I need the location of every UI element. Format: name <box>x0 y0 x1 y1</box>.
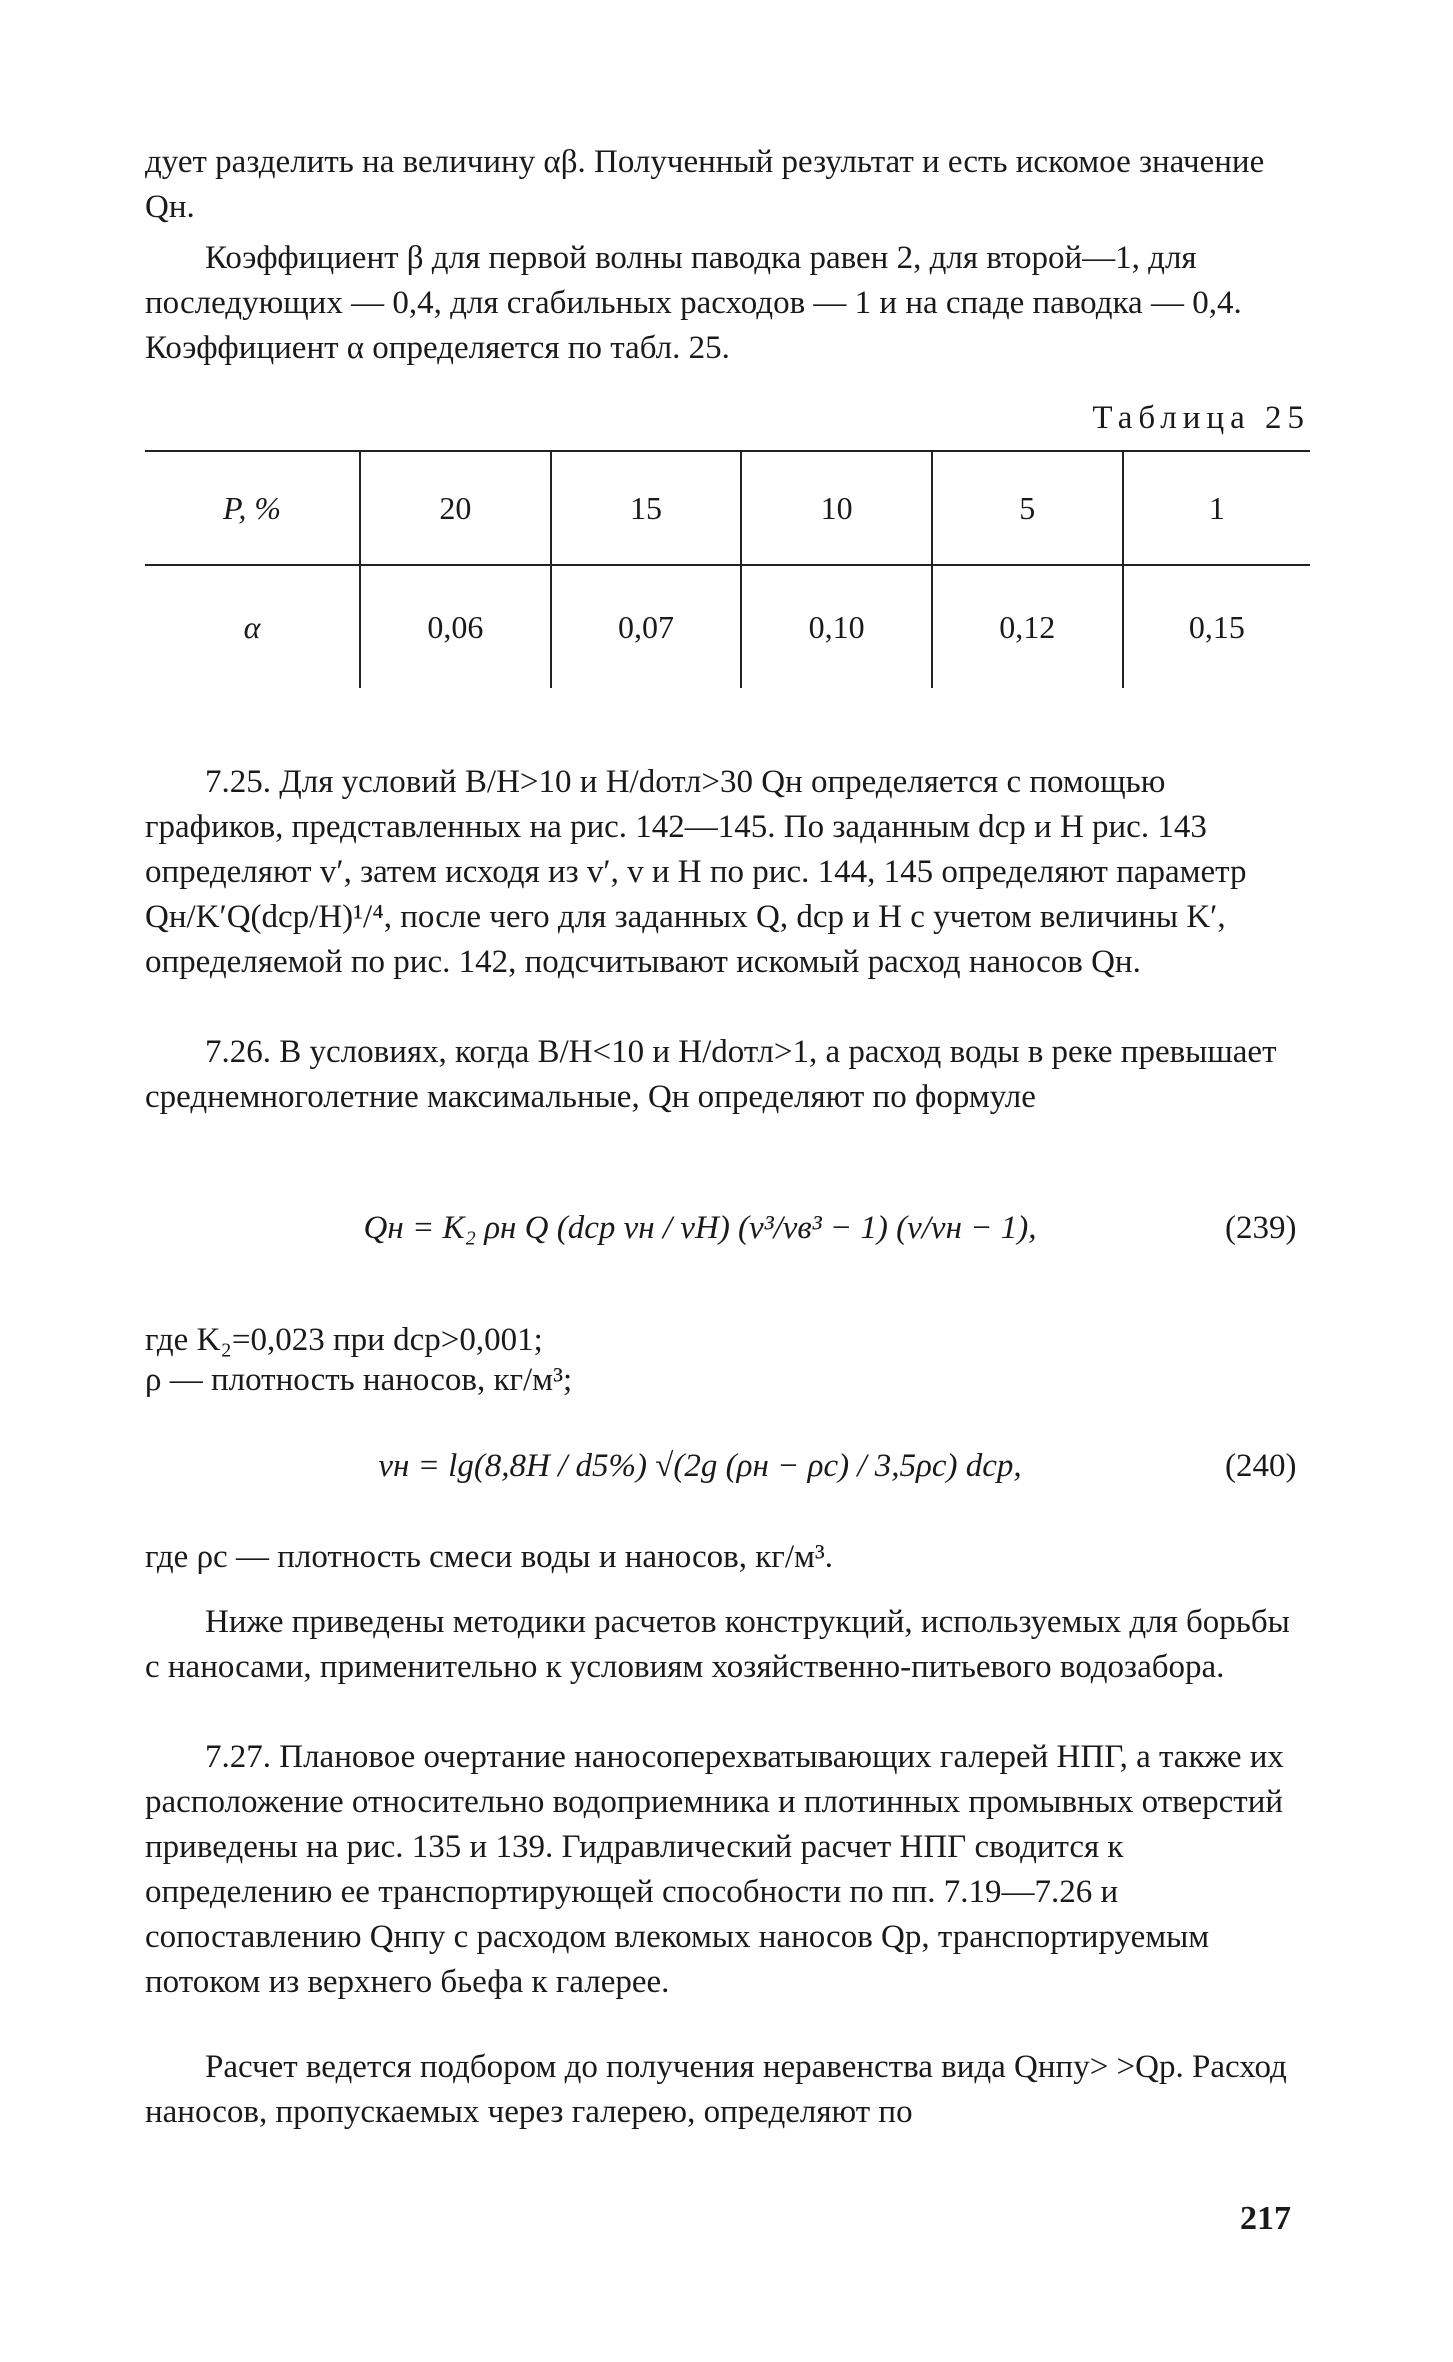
table-header-cell: 15 <box>551 451 742 565</box>
table-cell: 0,07 <box>551 565 742 688</box>
equation-number-240: (240) <box>1225 1448 1297 1484</box>
formula-239-note-1: где K₂=0,023 при dср>0,001; <box>145 1322 543 1358</box>
formula-240: vн = lg(8,8H / d5%) √(2g (ρн − ρс) / 3,5ρс) dср, <box>378 1448 1022 1484</box>
page-number: 217 <box>1240 2200 1291 2237</box>
table-header-cell: 5 <box>932 451 1123 565</box>
formula-239: Qн = K₂ ρн Q (dср vн / vH) (v³/vв³ − 1) (v/vн − 1), <box>363 1210 1037 1246</box>
table-cell: 0,06 <box>360 565 551 688</box>
formula-240-note: где ρс — плотность смеси воды и наносов, кг/м³. <box>145 1539 834 1575</box>
paragraph-calculation: Расчет ведется подбором до получения неравенства вида Qнпу> >Qр. Расход наносов, пропускаемых через галерею, определяют по <box>145 2049 1287 2130</box>
table-cell: α <box>243 608 261 645</box>
table-header-cell: P, % <box>145 451 360 565</box>
table-header-row <box>145 451 1310 565</box>
table-cell: 0,10 <box>741 565 932 688</box>
table-header-cell: 20 <box>360 451 551 565</box>
table-row <box>145 565 1310 688</box>
table-cell: 0,12 <box>932 565 1123 688</box>
table-25 <box>145 450 1310 688</box>
paragraph-1: дует разделить на величину αβ. Полученный результат и есть искомое значение Qн. <box>145 144 1265 225</box>
paragraph-2: Коэффициент β для первой волны паводка равен 2, для второй—1, для последующих — 0,4, для сгабильных расходов — 1 и на спаде паводка — 0,4. Коэффициент α определяется по табл. 25. <box>145 240 1242 366</box>
table-header-cell: 10 <box>741 451 932 565</box>
paragraph-7-26: 7.26. В условиях, когда B/H<10 и H/dотл>1, а расход воды в реке превышает среднемноголетние максимальные, Qн определяют по формуле <box>145 1034 1277 1115</box>
formula-239-note-2: ρ — плотность наносов, кг/м³; <box>145 1362 573 1398</box>
equation-number-239: (239) <box>1225 1210 1297 1246</box>
paragraph-7-25: 7.25. Для условий B/H>10 и H/dотл>30 Qн определяется с помощью графиков, представленных на рис. 142—145. По заданным dср и H рис. 143 определяют v′, затем исходя из v′, v и H по рис. 144, 145 определяют параметр Qн/K′Q(dср/H)¹/⁴, после чего для заданных Q, dср и H с учетом величины K′, определяемой по рис. 142, подсчитывают искомый расход наносов Qн. <box>145 764 1247 980</box>
paragraph-7-27: 7.27. Плановое очертание наносоперехватывающих галерей НПГ, а также их расположение относительно водоприемника и плотинных промывных отверстий приведены на рис. 135 и 139. Гидравлический расчет НПГ сводится к определению ее транспортирующей способности по пп. 7.19—7.26 и сопоставлению Qнпу с расходом влекомых наносов Qр, транспортируемым потоком из верхнего бьефа к галерее. <box>145 1739 1284 2000</box>
table-caption: Таблица 25 <box>1092 400 1310 436</box>
table-header-cell: 1 <box>1123 451 1310 565</box>
paragraph-methods: Ниже приведены методики расчетов конструкций, используемых для борьбы с наносами, применительно к условиям хозяйственно-питьевого водозабора. <box>145 1604 1290 1685</box>
table-cell: 0,15 <box>1123 565 1310 688</box>
